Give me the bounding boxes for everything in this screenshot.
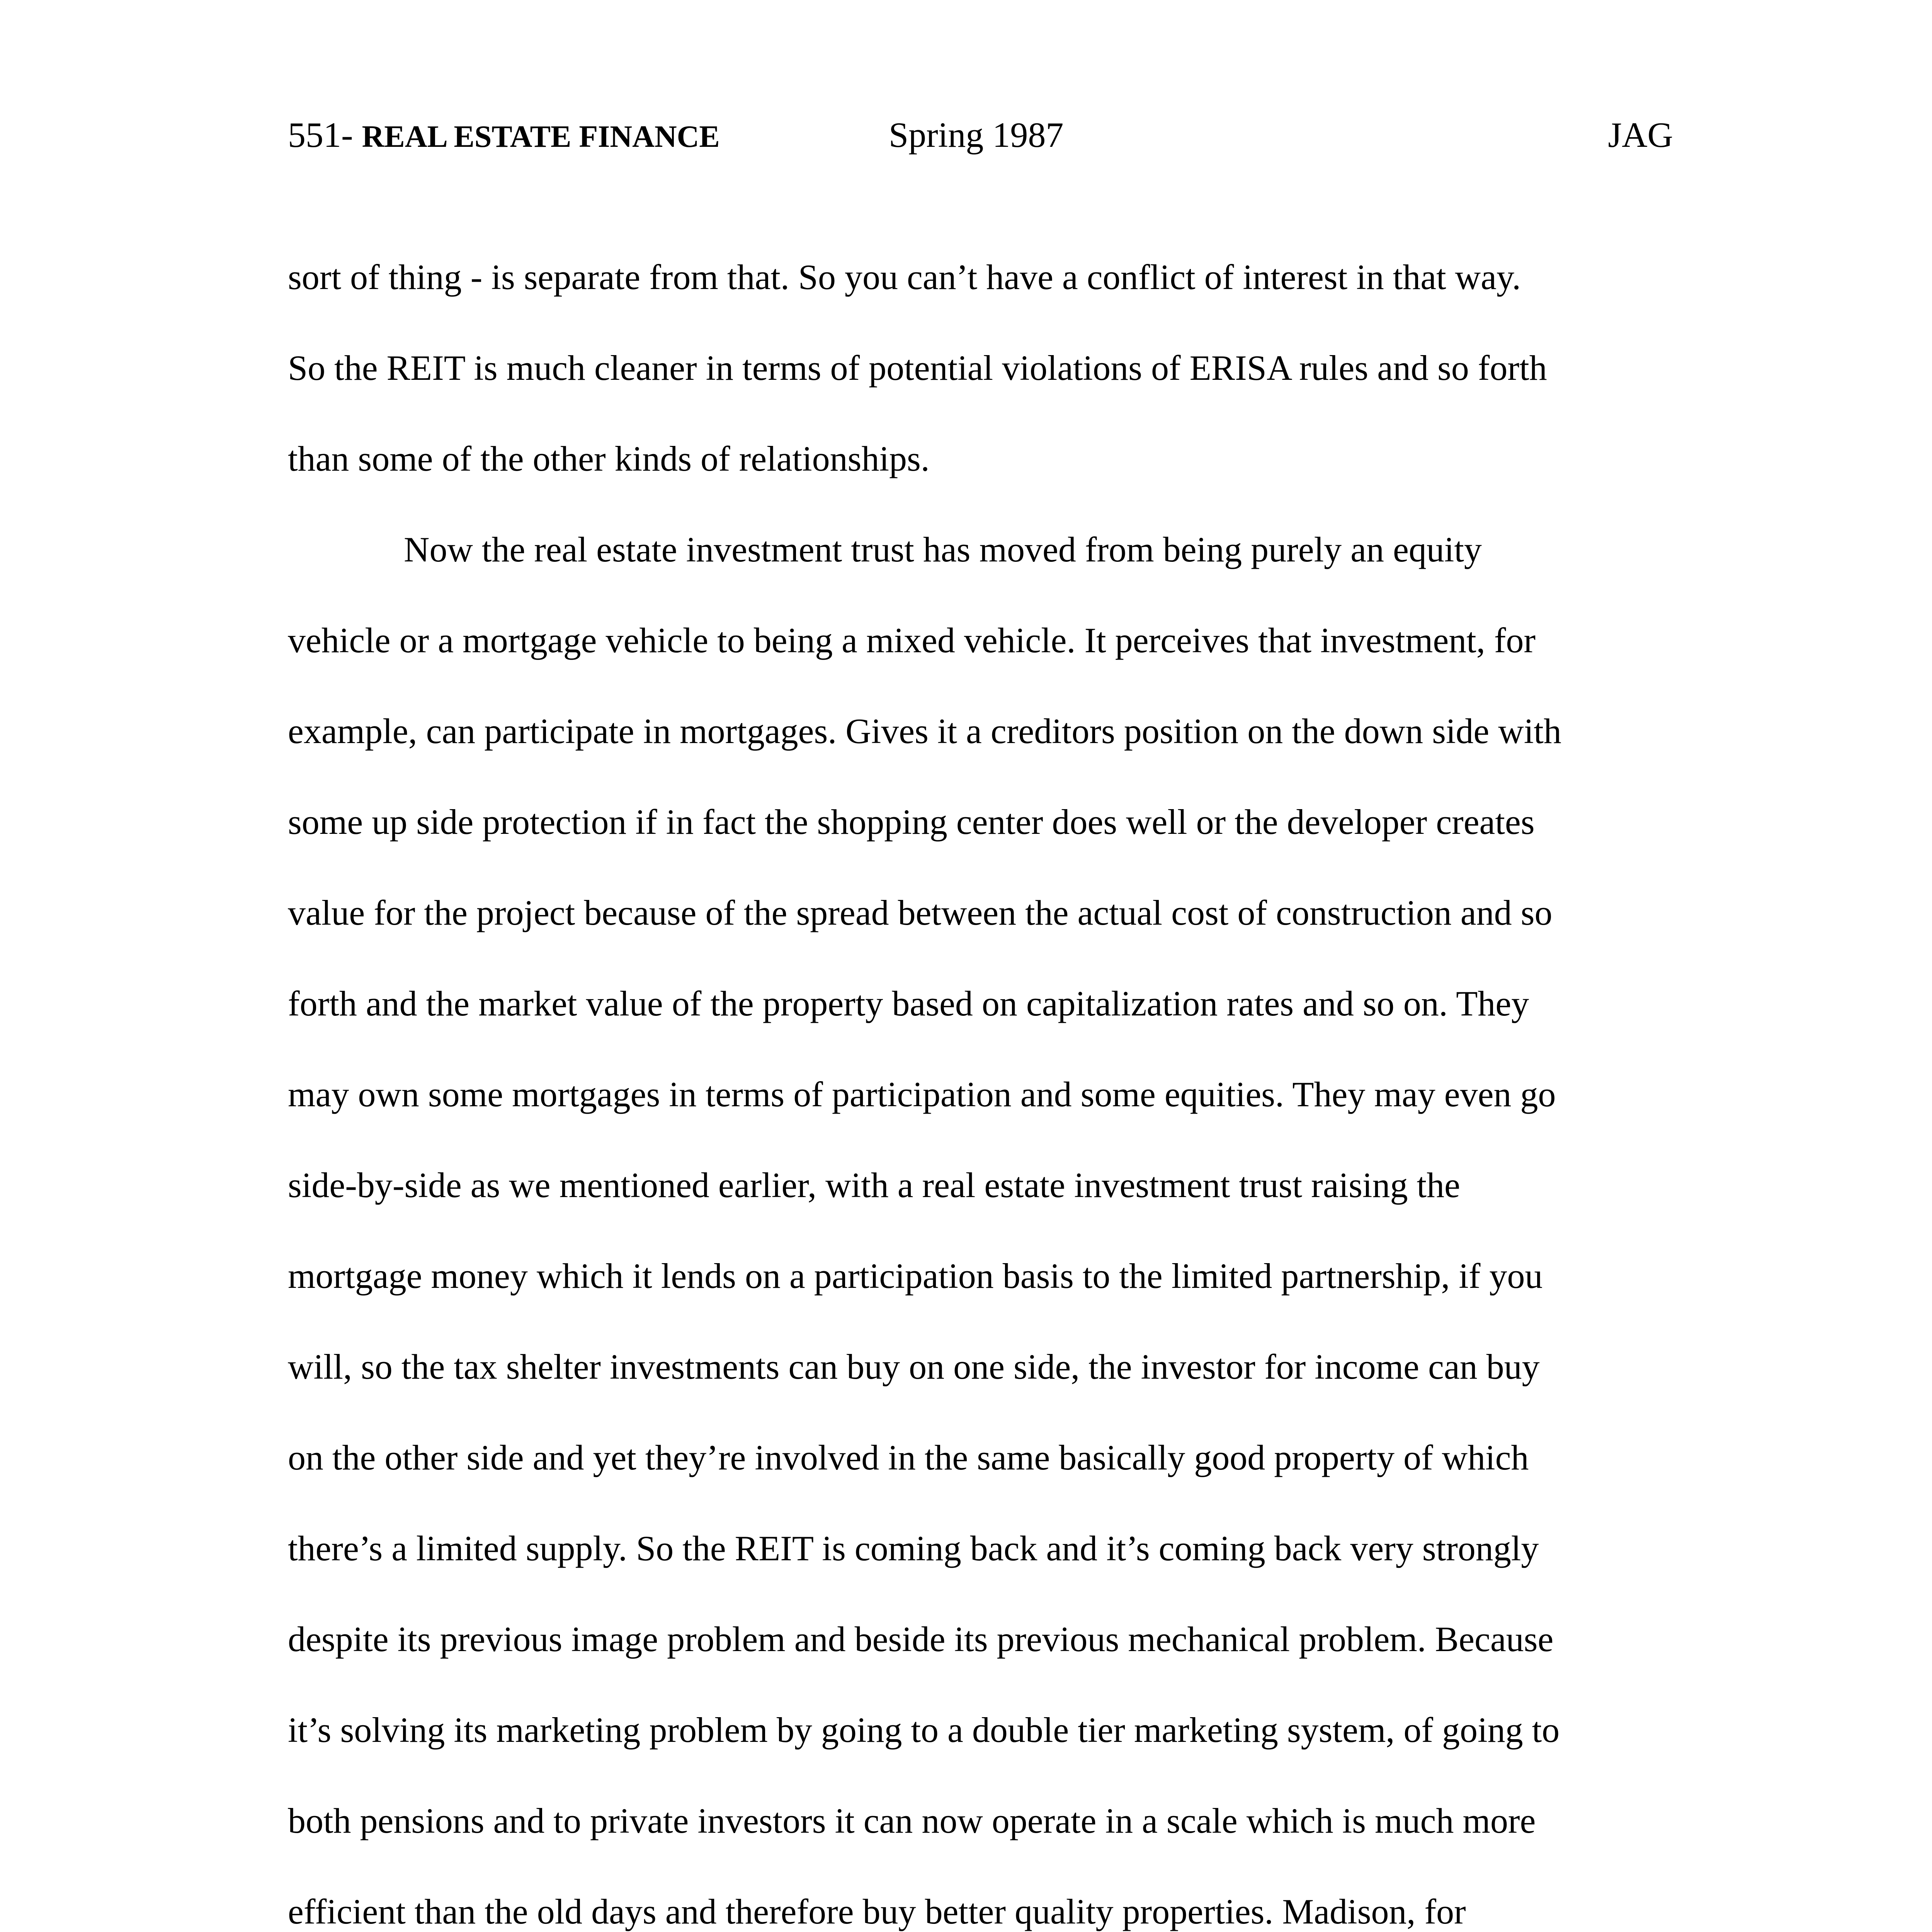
text-line: value for the project because of the spread between the actual cost of construction and so	[288, 893, 1553, 932]
text-line: vehicle or a mortgage vehicle to being a mixed vehicle. It perceives that investment, for	[288, 621, 1536, 660]
term-label: Spring 1987	[889, 115, 1064, 155]
course-title: REAL ESTATE FINANCE	[362, 120, 720, 154]
text-line: efficient than the old days and therefore buy better quality properties. Madison, for	[288, 1892, 1466, 1931]
text-line: than some of the other kinds of relationships.	[288, 439, 930, 478]
page-header	[0, 114, 1932, 161]
text-line: So the REIT is much cleaner in terms of potential violations of ERISA rules and so forth	[288, 348, 1547, 388]
text-line: there’s a limited supply. So the REIT is coming back and it’s coming back very strongly	[288, 1529, 1539, 1568]
text-line: on the other side and yet they’re involved in the same basically good property of which	[288, 1438, 1529, 1477]
text-line: sort of thing - is separate from that. So you can’t have a conflict of interest in that way.	[288, 257, 1521, 297]
text-line: despite its previous image problem and beside its previous mechanical problem. Because	[288, 1619, 1554, 1659]
text-line: some up side protection if in fact the shopping center does well or the developer creates	[288, 802, 1535, 842]
course-heading	[288, 114, 720, 155]
text-line: example, can participate in mortgages. Gives it a creditors position on the down side with	[288, 711, 1561, 751]
text-line: side-by-side as we mentioned earlier, with a real estate investment trust raising the	[288, 1165, 1460, 1205]
text-line: both pensions and to private investors it can now operate in a scale which is much more	[288, 1801, 1536, 1840]
text-line: mortgage money which it lends on a participation basis to the limited partnership, if you	[288, 1256, 1543, 1296]
text-line: forth and the market value of the property based on capitalization rates and so on. They	[288, 984, 1529, 1023]
course-number: 551-	[288, 115, 353, 155]
author-initials: JAG	[1608, 115, 1673, 155]
transcript-body	[288, 232, 1687, 1932]
text-line: Now the real estate investment trust has moved from being purely an equity	[404, 530, 1482, 569]
text-line: will, so the tax shelter investments can buy on one side, the investor for income can buy	[288, 1347, 1540, 1386]
text-line: it’s solving its marketing problem by going to a double tier marketing system, of going to	[288, 1710, 1560, 1750]
text-line: may own some mortgages in terms of participation and some equities. They may even go	[288, 1075, 1556, 1114]
